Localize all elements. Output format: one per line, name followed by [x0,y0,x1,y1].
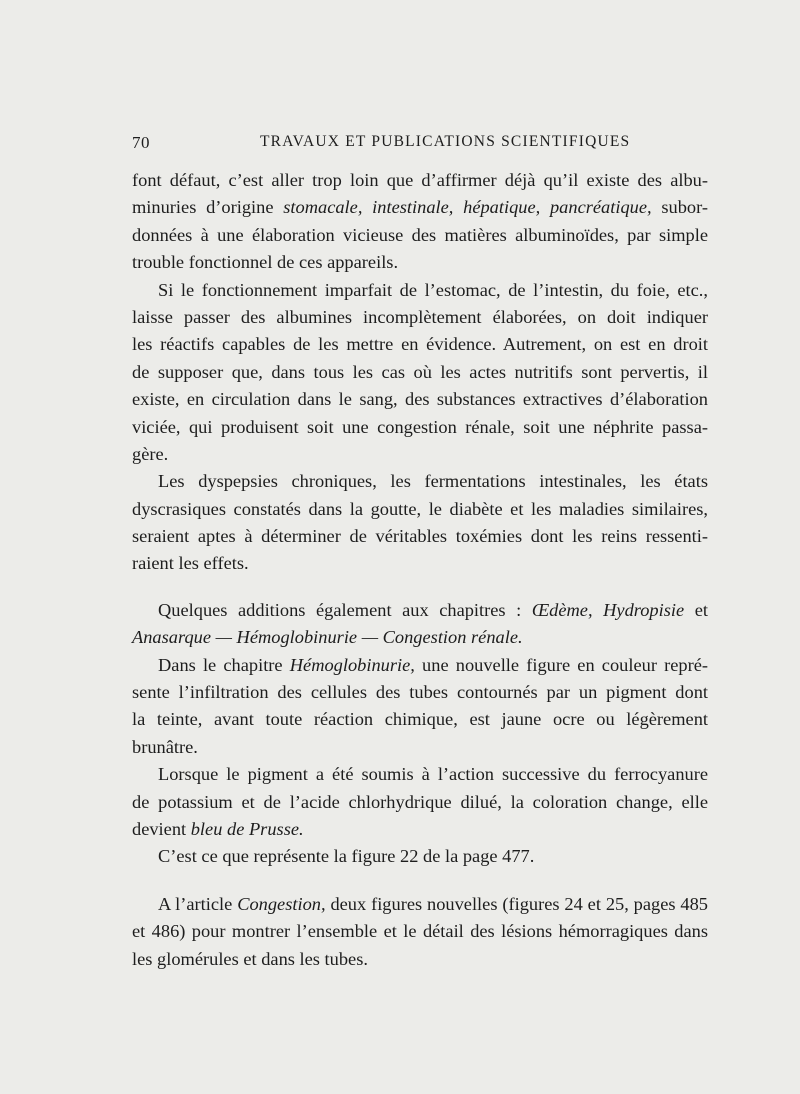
text-line: raient les effets. [132,553,249,574]
italic-span: bleu de Prusse. [190,818,304,839]
text-line: de supposer que, dans tous les cas où les actes nutritifs sont pervertis, il [132,361,708,382]
text-line [132,652,708,679]
text-line [132,194,708,221]
text-span: A l’article [158,893,238,914]
text-line [132,891,708,918]
page-header [132,133,708,155]
text-line: viciée, qui produisent soit une congestion rénale, soit une néphrite passa- [132,416,708,437]
text-line: Lorsque le pigment a été soumis à l’action successive du ferrocyanure [158,764,708,785]
text-line: trouble fonctionnel de ces appareils. [132,252,399,273]
text-span: devient [132,818,191,839]
text-line: Les dyspepsies chroniques, les fermentations intestinales, les états [158,471,708,492]
text-span: et [684,599,708,620]
text-line: données à une élaboration vicieuse des matières albuminoïdes, par simple [132,224,708,245]
text-span: minuries d’origine [132,197,284,218]
text-line: de potassium et de l’acide chlorhydrique dilué, la coloration change, elle [132,791,708,812]
text-line: gère. [132,443,169,464]
text-line: dyscrasiques constatés dans la goutte, le diabète et les maladies similaires, [132,498,708,519]
text-span: Quelques additions également aux chapitres : [158,599,532,620]
text-line: laisse passer des albumines incomplètement élaborées, on doit indiquer [132,306,708,327]
body-text [132,167,708,973]
text-line: et 486) pour montrer l’ensemble et le détail des lésions hémorragiques dans [132,921,708,942]
page-number: 70 [132,133,150,152]
text-line: seraient aptes à déterminer de véritables toxémies dont les reins ressenti- [132,526,708,547]
text-line: les réactifs capables de les mettre en évidence. Autrement, on est en droit [132,334,708,355]
running-head: TRAVAUX ET PUBLICATIONS SCIENTIFIQUES [260,133,631,150]
text-line: la teinte, avant toute réaction chimique, est jaune ocre ou légèrement [132,709,708,730]
italic-span: Congestion, [237,893,326,914]
text-line [132,597,708,624]
text-span: Dans le chapitre [158,654,290,675]
italic-span: Hémoglobinurie, [289,654,415,675]
text-span: subor- [651,197,708,218]
text-line: existe, en circulation dans le sang, des substances extractives d’élaboration [132,389,708,410]
text-span: deux figures nouvelles (figures 24 et 25, pages 485 [325,893,709,914]
text-line: brunâtre. [132,736,198,757]
text-line: font défaut, c’est aller trop loin que d’affirmer déjà qu’il existe des albu- [132,170,708,190]
text-span: une nouvelle figure en couleur repré- [414,654,708,675]
text-line: Si le fonctionnement imparfait de l’estomac, de l’intestin, du foie, etc., [158,279,708,300]
italic-span: Œdème, Hydropisie [531,599,685,620]
text-line [132,624,708,651]
text-line [132,816,708,843]
italic-span: Anasarque — Hémoglobinurie — Congestion rénale. [132,627,523,648]
text-line: les glomérules et dans les tubes. [132,948,368,969]
text-line: sente l’infiltration des cellules des tubes contournés par un pigment dont [132,682,708,703]
text-line: C’est ce que représente la figure 22 de la page 477. [158,846,535,867]
italic-span: stomacale, intestinale, hépatique, pancréatique, [283,197,652,218]
